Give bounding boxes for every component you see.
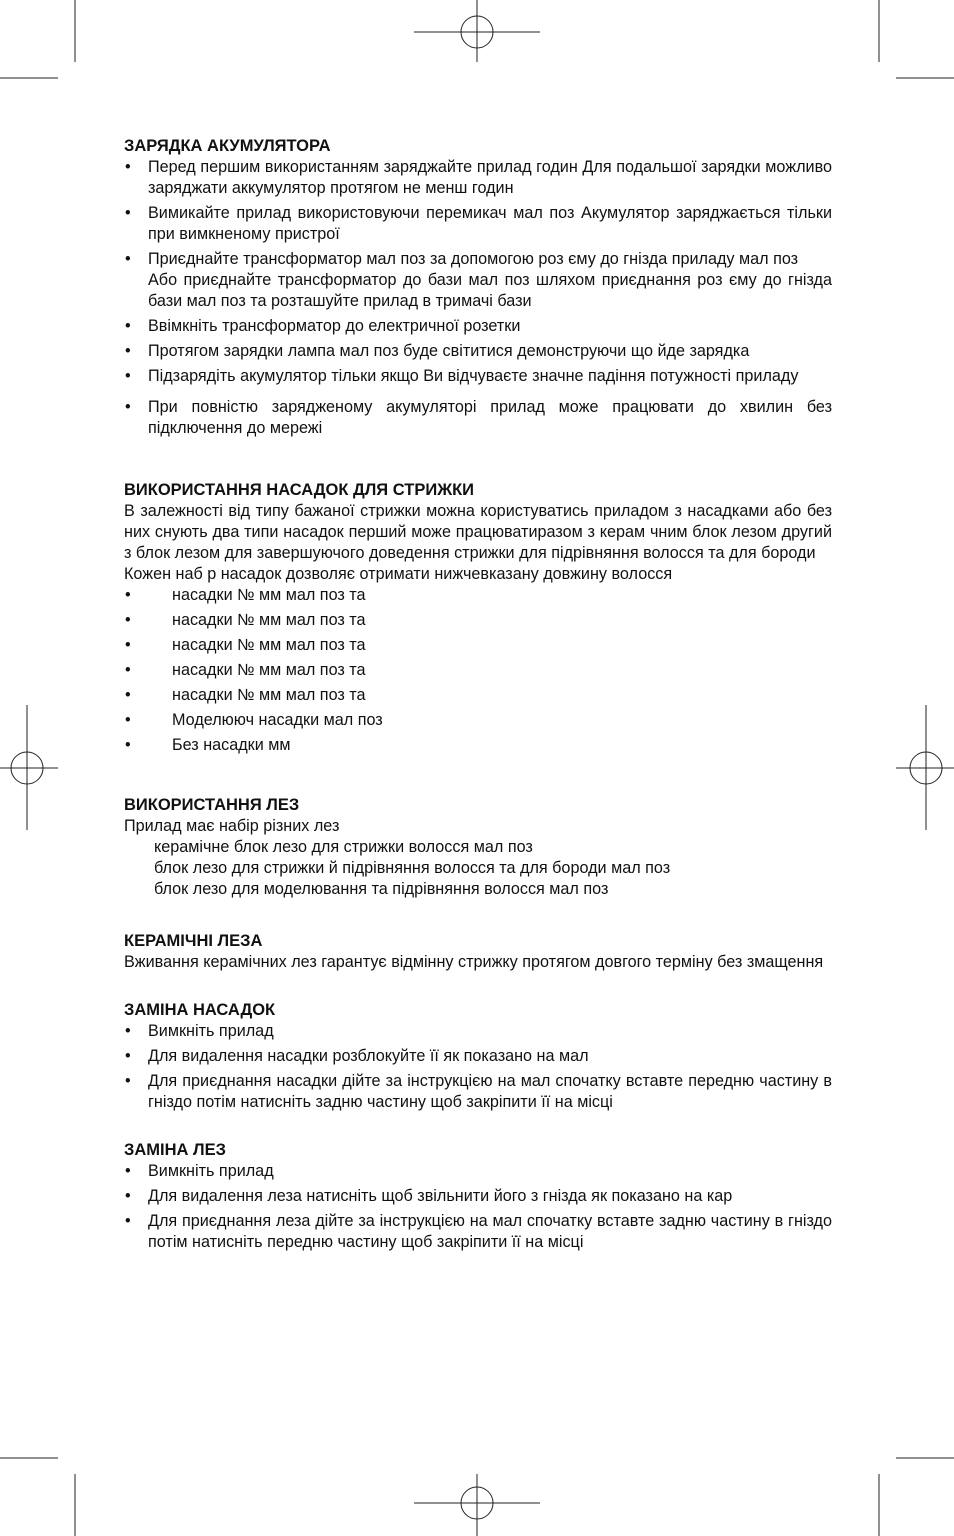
section-title: ЗАРЯДКА АКУМУЛЯТОРА	[124, 137, 331, 155]
list-item: • насадки № мм мал поз та	[124, 610, 832, 631]
blade-line: блок лезо для стрижки й підрівняння волосся та для бороди мал поз	[154, 859, 671, 877]
paragraph: Прилад має набір різних лез	[124, 817, 340, 835]
list-item: • Ввімкніть трансформатор до електричної розетки	[124, 316, 832, 337]
list-item: • При повністю зарядженому акумуляторі прилад може працювати до хвилин без підключення до мережі	[124, 397, 832, 439]
list-item: • Підзарядіть акумулятор тільки якщо Ви відчуваєте значне падіння потужності приладу	[124, 366, 832, 387]
paragraph: Кожен наб р насадок дозволяє отримати нижчевказану довжину волосся	[124, 565, 673, 583]
section-title: ЗАМІНА ЛЕЗ	[124, 1141, 226, 1159]
manual-page	[124, 135, 832, 1253]
list-item: • насадки № мм мал поз та	[124, 685, 832, 706]
paragraph: Вживання керамічних лез гарантує відмінну стрижку протягом довгого терміну без змащення	[124, 953, 824, 971]
attachments-list	[124, 585, 832, 756]
replace-blades-list	[124, 1161, 832, 1253]
list-item: • Для приєднання насадки дійте за інструкцією на мал спочатку вставте передню частину в гніздо потім натисніть задню частину щоб закріпити її на місці	[124, 1071, 832, 1113]
list-item: • Вимкніть прилад	[124, 1161, 832, 1182]
list-item: • Для видалення леза натисніть щоб звільнити його з гнізда як показано на кар	[124, 1186, 832, 1207]
section-title: ЗАМІНА НАСАДОК	[124, 1001, 276, 1019]
section-blades-use	[124, 794, 832, 900]
list-item: • насадки № мм мал поз та	[124, 660, 832, 681]
list-item: • Вимикайте прилад використовуючи перемикач мал поз Акумулятор заряджається тільки при вимкненому пристрої	[124, 203, 832, 245]
section-ceramic	[124, 930, 832, 973]
list-item: • Для видалення насадки розблокуйте її як показано на мал	[124, 1046, 832, 1067]
list-item: • Вимкніть прилад	[124, 1021, 832, 1042]
list-item: • Моделююч насадки мал поз	[124, 710, 832, 731]
list-item	[124, 249, 832, 312]
list-item: • насадки № мм мал поз та	[124, 635, 832, 656]
section-replace-blades	[124, 1139, 832, 1253]
charging-list	[124, 157, 832, 439]
list-item-text: • Приєднайте трансформатор мал поз за допомогою роз єму до гнізда приладу мал поз	[148, 250, 799, 268]
list-item: • Без насадки мм	[124, 735, 832, 756]
list-item: • Протягом зарядки лампа мал поз буде світитися демонструючи що йде зарядка	[124, 341, 832, 362]
blade-line: керамічне блок лезо для стрижки волосся мал поз	[154, 838, 533, 856]
section-title: КЕРАМІЧНІ ЛЕЗА	[124, 932, 263, 950]
section-replace-attachments	[124, 999, 832, 1113]
section-title: ВИКОРИСТАННЯ НАСАДОК ДЛЯ СТРИЖКИ	[124, 481, 475, 499]
section-title: ВИКОРИСТАННЯ ЛЕЗ	[124, 796, 300, 814]
list-item: • насадки № мм мал поз та	[124, 585, 832, 606]
list-item-alt-text: Або приєднайте трансформатор до бази мал поз шляхом приєднання роз єму до гнізда бази мал поз та розташуйте прилад в тримачі бази	[148, 271, 832, 310]
list-item: • Для приєднання леза дійте за інструкцією на мал спочатку вставте задню частину в гніздо потім натисніть передню частину щоб закріпити її на місці	[124, 1211, 832, 1253]
list-item: • Перед першим використанням заряджайте прилад годин Для подальшої зарядки можливо заряджати аккумулятор протягом не менш годин	[124, 157, 832, 199]
section-charging	[124, 135, 832, 439]
blade-line: блок лезо для моделювання та підрівняння волосся мал поз	[154, 880, 609, 898]
paragraph: В залежності від типу бажаної стрижки можна користуватись приладом з насадками або без них снують два типи насадок перший може працюватиразом з керам чним блок лезом другий з блок лезом для завершуючого доведення стрижки для підрівняння волосся та для бороди	[124, 502, 832, 562]
section-attachments	[124, 479, 832, 756]
replace-attachments-list	[124, 1021, 832, 1113]
